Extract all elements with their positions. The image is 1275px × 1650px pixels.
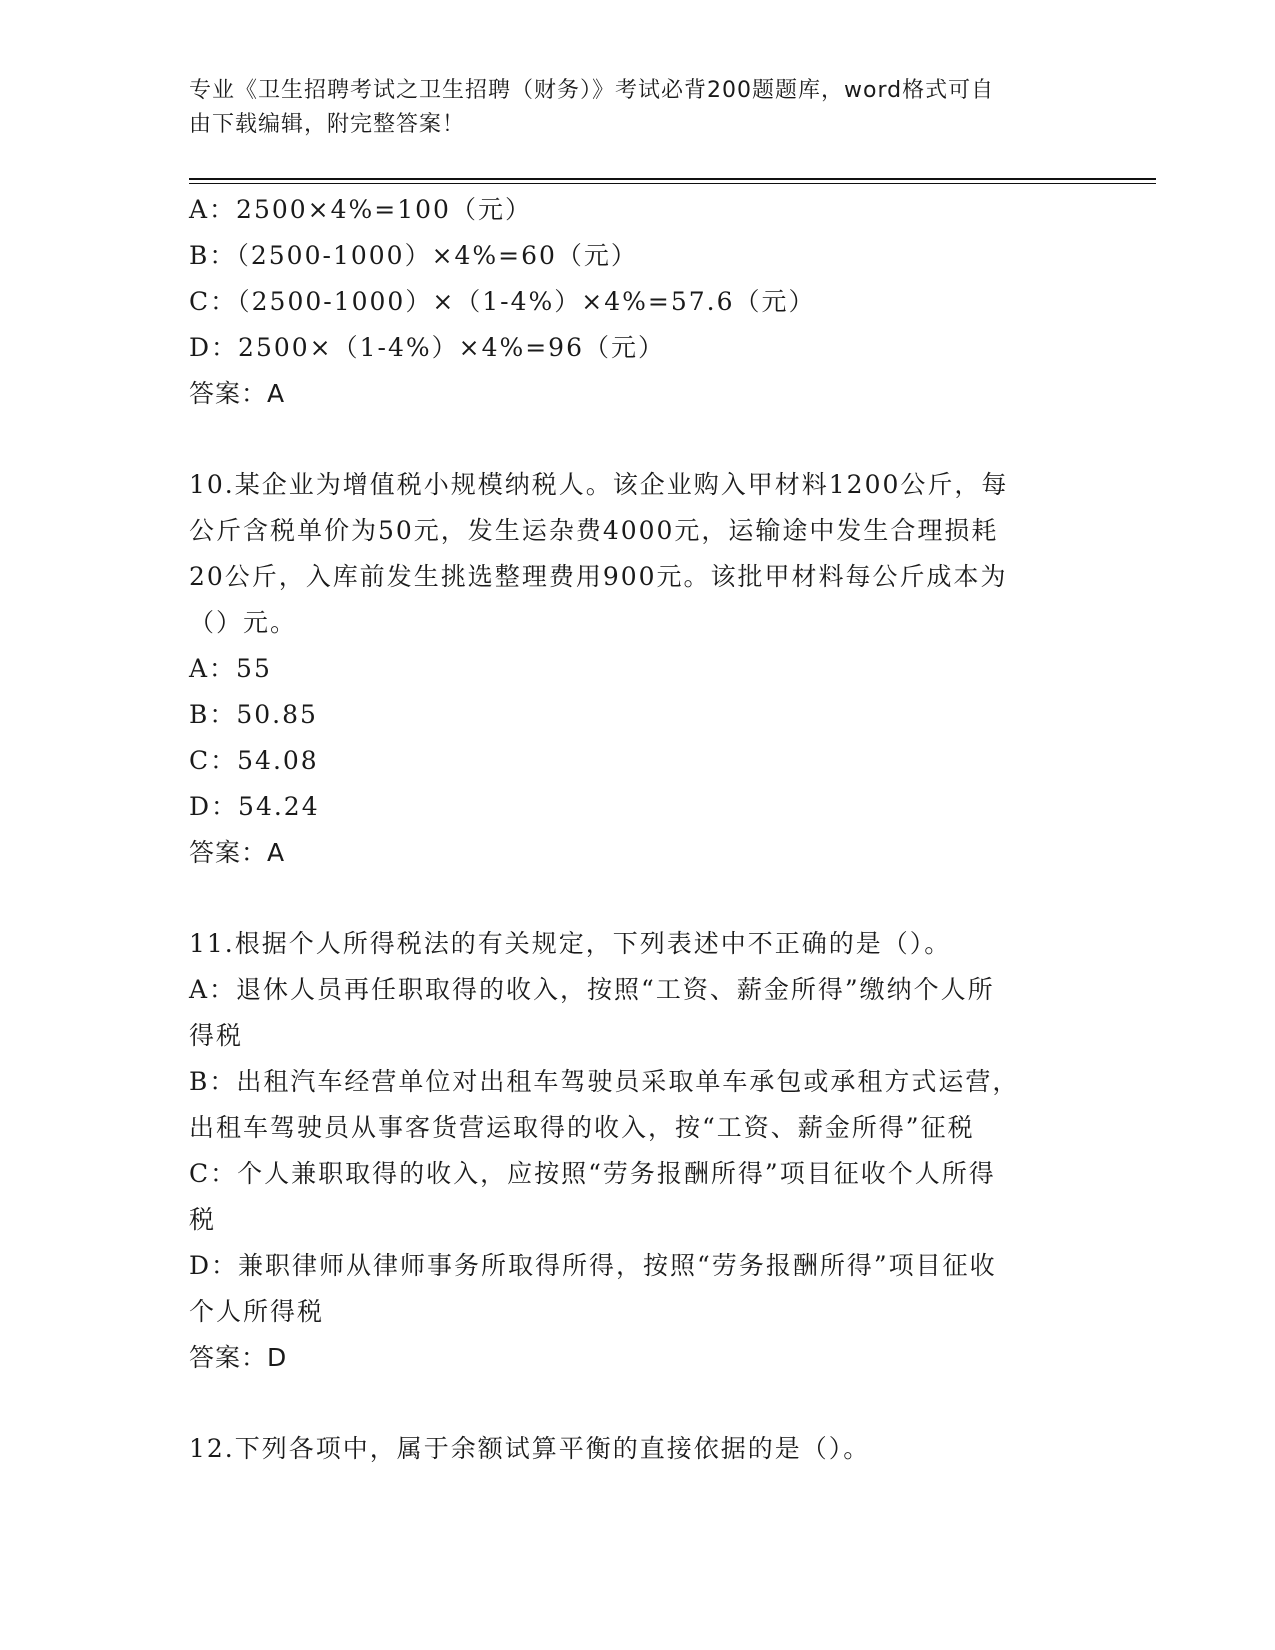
answer: 答案：A [189, 838, 286, 867]
option-d-line: D：兼职律师从律师事务所取得所得，按照“劳务报酬所得”项目征收 [189, 1251, 997, 1280]
option-c: C：（2500-1000）×（1-4%）×4%=57.6（元） [189, 287, 816, 316]
option-b-line: 出租车驾驶员从事客货营运取得的收入，按“工资、薪金所得”征税 [189, 1113, 975, 1142]
question-10 [189, 462, 1089, 876]
option-a-line: 得税 [189, 1021, 244, 1050]
answer: 答案：A [189, 379, 286, 408]
option-c: C：54.08 [189, 746, 319, 775]
option-d-line: 个人所得税 [189, 1297, 325, 1326]
question-11 [189, 921, 1089, 1381]
option-d: D：2500×（1-4%）×4%=96（元） [189, 333, 665, 362]
option-a-line: A：退休人员再任职取得的收入，按照“工资、薪金所得”缴纳个人所 [189, 975, 995, 1004]
document-header [189, 74, 1069, 142]
header-line-2: 由下载编辑，附完整答案！ [189, 112, 466, 137]
document-body [189, 187, 1089, 1472]
question-12 [189, 1426, 1089, 1472]
question-stem-line: （）元。 [189, 608, 298, 637]
header-divider-thin [189, 183, 1156, 184]
option-c-line: C：个人兼职取得的收入，应按照“劳务报酬所得”项目征收个人所得 [189, 1159, 996, 1188]
question-stem-line: 公斤含税单价为50元，发生运杂费4000元，运输途中发生合理损耗 [189, 516, 999, 545]
option-b: B：50.85 [189, 700, 318, 729]
answer: 答案：D [189, 1343, 288, 1372]
question-stem-line: 10.某企业为增值税小规模纳税人。该企业购入甲材料1200公斤，每 [189, 470, 1009, 499]
option-a: A：2500×4%=100（元） [189, 195, 532, 224]
option-b: B：（2500-1000）×4%=60（元） [189, 241, 638, 270]
question-stem-line: 20公斤，入库前发生挑选整理费用900元。该批甲材料每公斤成本为 [189, 562, 1008, 591]
question-stem-line: 12.下列各项中，属于余额试算平衡的直接依据的是（）。 [189, 1434, 871, 1463]
question-stem-line: 11.根据个人所得税法的有关规定，下列表述中不正确的是（）。 [189, 929, 952, 958]
option-a: A：55 [189, 654, 272, 683]
question-9 [189, 187, 1089, 417]
option-c-line: 税 [189, 1205, 217, 1234]
header-divider-thick [189, 178, 1156, 180]
header-line-1: 专业《卫生招聘考试之卫生招聘（财务）》考试必背200题题库，word格式可自 [189, 78, 995, 103]
option-b-line: B：出租汽车经营单位对出租车驾驶员采取单车承包或承租方式运营， [189, 1067, 1020, 1096]
option-d: D：54.24 [189, 792, 320, 821]
